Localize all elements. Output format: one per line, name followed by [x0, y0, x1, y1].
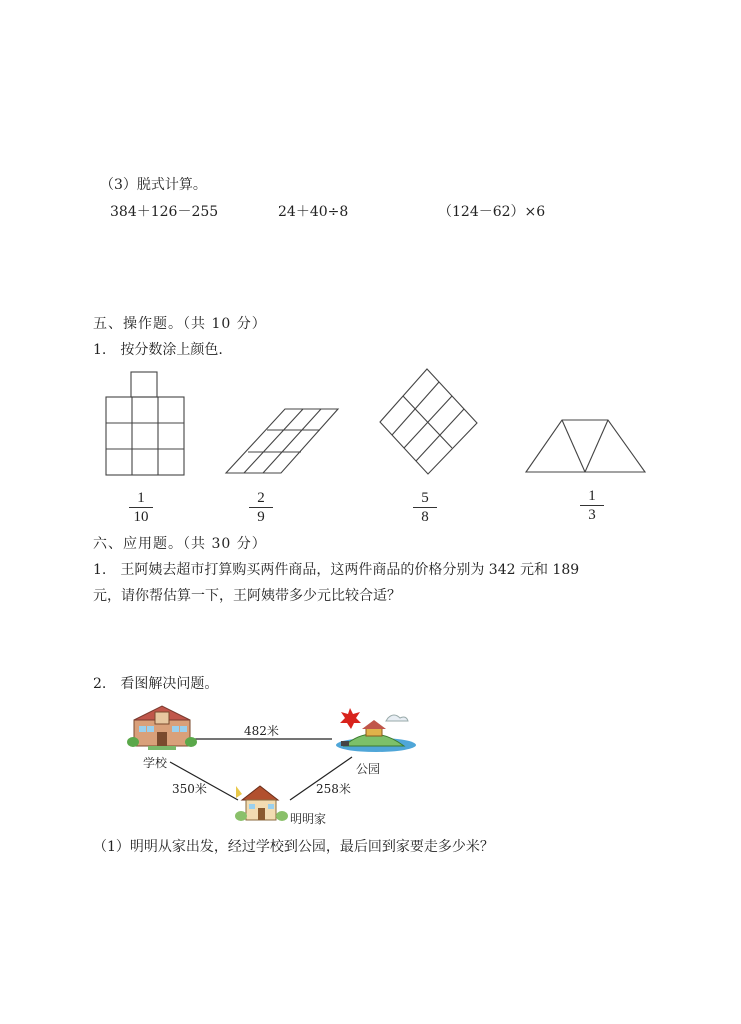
section6-question-2-sub-1: （1）明明从家出发，经过学校到公园，最后回到家要走多少米？	[93, 839, 494, 855]
section6-question-2: 2. 看图解决问题。	[93, 676, 219, 692]
fraction-1-numerator: 1	[137, 490, 145, 506]
home-icon	[235, 786, 288, 821]
calc-expression-1: 384＋126－255	[110, 204, 219, 220]
fraction-1-denominator: 10	[133, 509, 149, 525]
section6-question-1-line-1: 1. 王阿姨去超市打算购买两件商品，这两件商品的价格分别为 342 元和 189	[93, 562, 580, 578]
fraction-2-denominator: 9	[257, 509, 265, 525]
section5-title: 五、操作题。（共 10 分）	[93, 316, 267, 332]
fraction-3-numerator: 5	[421, 490, 429, 506]
fraction-4-numerator: 1	[588, 488, 596, 504]
calc-heading: （3）脱式计算。	[100, 177, 207, 193]
distance-school-park: 482米	[244, 724, 279, 738]
distance-school-home: 350米	[172, 782, 207, 796]
school-icon	[127, 706, 197, 750]
section6-question-1-line-2: 元，请你帮估算一下，王阿姨带多少元比较合适？	[93, 588, 401, 604]
fraction-3-denominator: 8	[421, 509, 429, 525]
section5-question-1: 1. 按分数涂上颜色.	[93, 342, 223, 358]
label-school: 学校	[143, 756, 168, 770]
label-home: 明明家	[290, 812, 327, 826]
label-park: 公园	[356, 762, 381, 776]
calc-expression-3: （124－62）×6	[438, 204, 546, 220]
calc-expression-2: 24＋40÷8	[278, 204, 349, 220]
fraction-4-denominator: 3	[588, 507, 596, 523]
park-icon	[336, 708, 416, 752]
section6-title: 六、应用题。（共 30 分）	[93, 536, 267, 552]
fraction-2-numerator: 2	[257, 490, 265, 506]
distance-park-home: 258米	[316, 782, 351, 796]
